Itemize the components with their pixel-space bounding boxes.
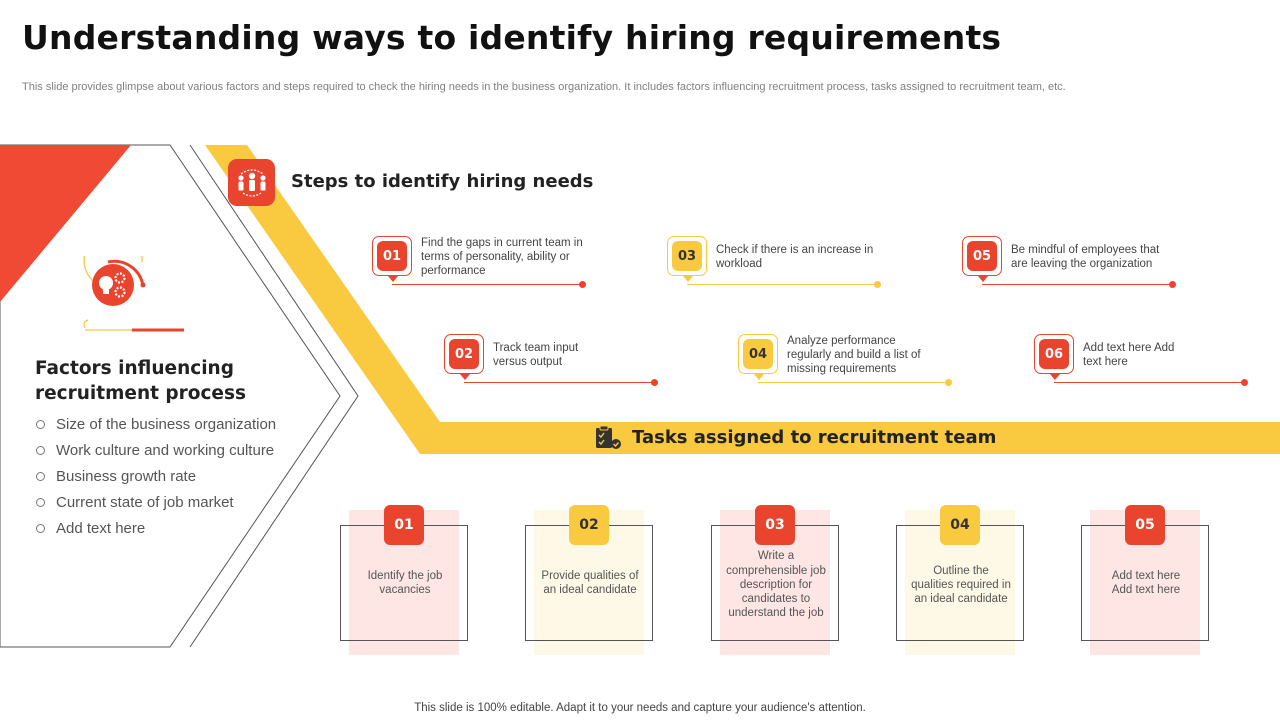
step-underline	[1054, 382, 1244, 383]
factor-item	[36, 412, 276, 438]
factor-item	[36, 489, 276, 515]
step-number-badge	[372, 236, 412, 276]
step-dot	[874, 281, 881, 288]
task-text	[911, 545, 1011, 625]
footer-note: This slide is 100% editable. Adapt it to your needs and capture your audience's attention.	[414, 702, 866, 714]
step-underline	[758, 382, 948, 383]
step-text: Find the gaps in current team in terms of personality, ability or performance	[421, 237, 583, 278]
step-number: 04	[743, 339, 773, 369]
task-number: 02	[569, 505, 609, 545]
pointer-icon	[460, 374, 470, 380]
lightbulb-gears-icon	[82, 256, 186, 336]
factor-item-label: Current state of job market	[56, 493, 234, 511]
pointer-icon	[388, 276, 398, 282]
step-text: Track team input versus output	[493, 342, 579, 369]
step-number-badge	[667, 236, 707, 276]
task-number: 04	[940, 505, 980, 545]
bullet-icon	[36, 524, 45, 533]
step-dot	[1241, 379, 1248, 386]
step-dot	[651, 379, 658, 386]
step-text: Be mindful of employees that are leaving the organization	[1011, 244, 1160, 271]
task-text	[350, 525, 460, 641]
task-card	[896, 505, 1026, 655]
checklist-icon	[593, 424, 623, 452]
step-number: 05	[967, 241, 997, 271]
task-text-label: Write a comprehensible job description for candidates to understand the job	[726, 550, 826, 620]
task-text-label: Provide qualities of an ideal candidate	[541, 569, 639, 596]
step-text: Check if there is an increase in workload	[716, 244, 874, 271]
step-number-badge	[962, 236, 1002, 276]
task-card	[340, 505, 470, 655]
task-card	[1081, 505, 1211, 655]
task-text	[1106, 525, 1186, 641]
pointer-icon	[978, 276, 988, 282]
step-dot	[1169, 281, 1176, 288]
step-underline	[464, 382, 654, 383]
team-people-icon	[228, 159, 275, 206]
factors-title: Factors influencing recruitment process	[35, 358, 247, 404]
task-text	[535, 525, 645, 641]
pointer-icon	[754, 374, 764, 380]
bullet-icon	[36, 472, 45, 481]
step-underline	[392, 284, 582, 285]
steps-heading: Steps to identify hiring needs	[291, 171, 594, 192]
task-text-label: Identify the job vacancies	[367, 569, 443, 596]
task-text-label: Add text here Add text here	[1111, 569, 1181, 596]
factors-list	[36, 412, 276, 541]
task-text-label: Outline the qualities required in an ideal candidate	[911, 564, 1011, 606]
factor-item	[36, 515, 276, 541]
page-subtitle: This slide provides glimpse about various factors and steps required to check the hiring needs in the business organization. It includes factors influencing recruitment process, tasks assigned to recruitment team, etc.	[22, 81, 1066, 93]
task-text	[721, 545, 831, 625]
factor-item-label: Work culture and working culture	[56, 442, 275, 460]
factor-item	[36, 438, 276, 464]
step-dot	[945, 379, 952, 386]
tasks-heading: Tasks assigned to recruitment team	[632, 427, 997, 448]
bullet-icon	[36, 498, 45, 507]
factor-item-label: Size of the business organization	[56, 416, 277, 434]
factor-item-label: Add text here	[56, 519, 146, 537]
step-number-badge	[1034, 334, 1074, 374]
pointer-icon	[683, 276, 693, 282]
step-number-badge	[444, 334, 484, 374]
bullet-icon	[36, 446, 45, 455]
step-underline	[982, 284, 1172, 285]
step-dot	[579, 281, 586, 288]
factor-item	[36, 464, 276, 490]
step-number-badge	[738, 334, 778, 374]
step-number: 01	[377, 241, 407, 271]
bullet-icon	[36, 420, 45, 429]
factor-item-label: Business growth rate	[56, 467, 197, 485]
step-number: 06	[1039, 339, 1069, 369]
step-number: 03	[672, 241, 702, 271]
step-number: 02	[449, 339, 479, 369]
task-card	[711, 505, 841, 655]
task-number: 03	[755, 505, 795, 545]
step-text: Add text here Add text here	[1083, 342, 1175, 369]
task-number: 01	[384, 505, 424, 545]
step-underline	[687, 284, 877, 285]
task-card	[525, 505, 655, 655]
step-text: Analyze performance regularly and build a list of missing requirements	[787, 335, 921, 376]
task-number: 05	[1125, 505, 1165, 545]
page-title: Understanding ways to identify hiring requirements	[22, 18, 1002, 57]
pointer-icon	[1050, 374, 1060, 380]
